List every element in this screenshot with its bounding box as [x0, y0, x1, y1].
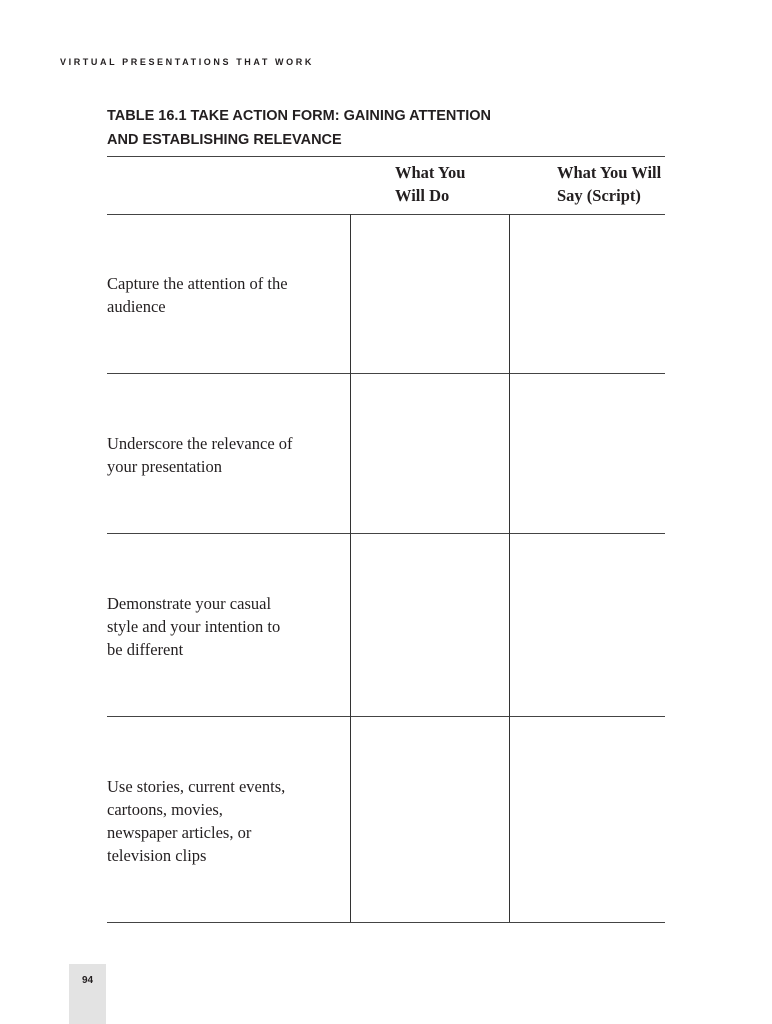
- row-label-line: cartoons, movies,: [107, 800, 223, 819]
- row-label-line: Demonstrate your casual: [107, 594, 272, 613]
- row-label-line: Underscore the relevance of: [107, 434, 293, 453]
- row-label-line: newspaper articles, or: [107, 823, 252, 842]
- column-divider: [509, 214, 510, 922]
- caption-line-2: AND ESTABLISHING RELEVANCE: [107, 132, 342, 148]
- row-label-line: style and your intention to: [107, 617, 281, 636]
- page-number: 94: [81, 975, 94, 986]
- caption-line-1: TABLE 16.1 TAKE ACTION FORM: GAINING ATTENTION: [107, 108, 491, 124]
- row-label-underscore-relevance: [107, 432, 337, 478]
- table-bottom-rule: [107, 922, 665, 923]
- header-bottom-rule: [107, 214, 665, 215]
- take-action-table: [107, 156, 665, 923]
- row-label-use-stories: [107, 775, 337, 867]
- table-top-rule: [107, 156, 665, 157]
- column-divider: [350, 214, 351, 922]
- row-label-line: audience: [107, 297, 166, 316]
- row-divider: [107, 373, 665, 374]
- row-label-line: be different: [107, 640, 184, 659]
- column-header-what-you-will-do: [395, 161, 465, 207]
- row-label-line: television clips: [107, 846, 207, 865]
- column-header-line: What You: [395, 163, 466, 182]
- row-label-line: Capture the attention of the: [107, 274, 288, 293]
- table-caption: [107, 104, 667, 152]
- row-label-capture-attention: [107, 272, 337, 318]
- row-divider: [107, 716, 665, 717]
- row-label-line: Use stories, current events,: [107, 777, 286, 796]
- column-header-line: Will Do: [395, 186, 450, 205]
- running-head: VIRTUAL PRESENTATIONS THAT WORK: [60, 57, 314, 67]
- row-label-line: your presentation: [107, 457, 223, 476]
- column-header-line: Say (Script): [557, 186, 641, 205]
- column-header-what-you-will-say: [557, 161, 661, 207]
- column-header-line: What You Will: [557, 163, 662, 182]
- row-label-demonstrate-style: [107, 592, 337, 661]
- row-divider: [107, 533, 665, 534]
- page-number-tab: [69, 964, 106, 1024]
